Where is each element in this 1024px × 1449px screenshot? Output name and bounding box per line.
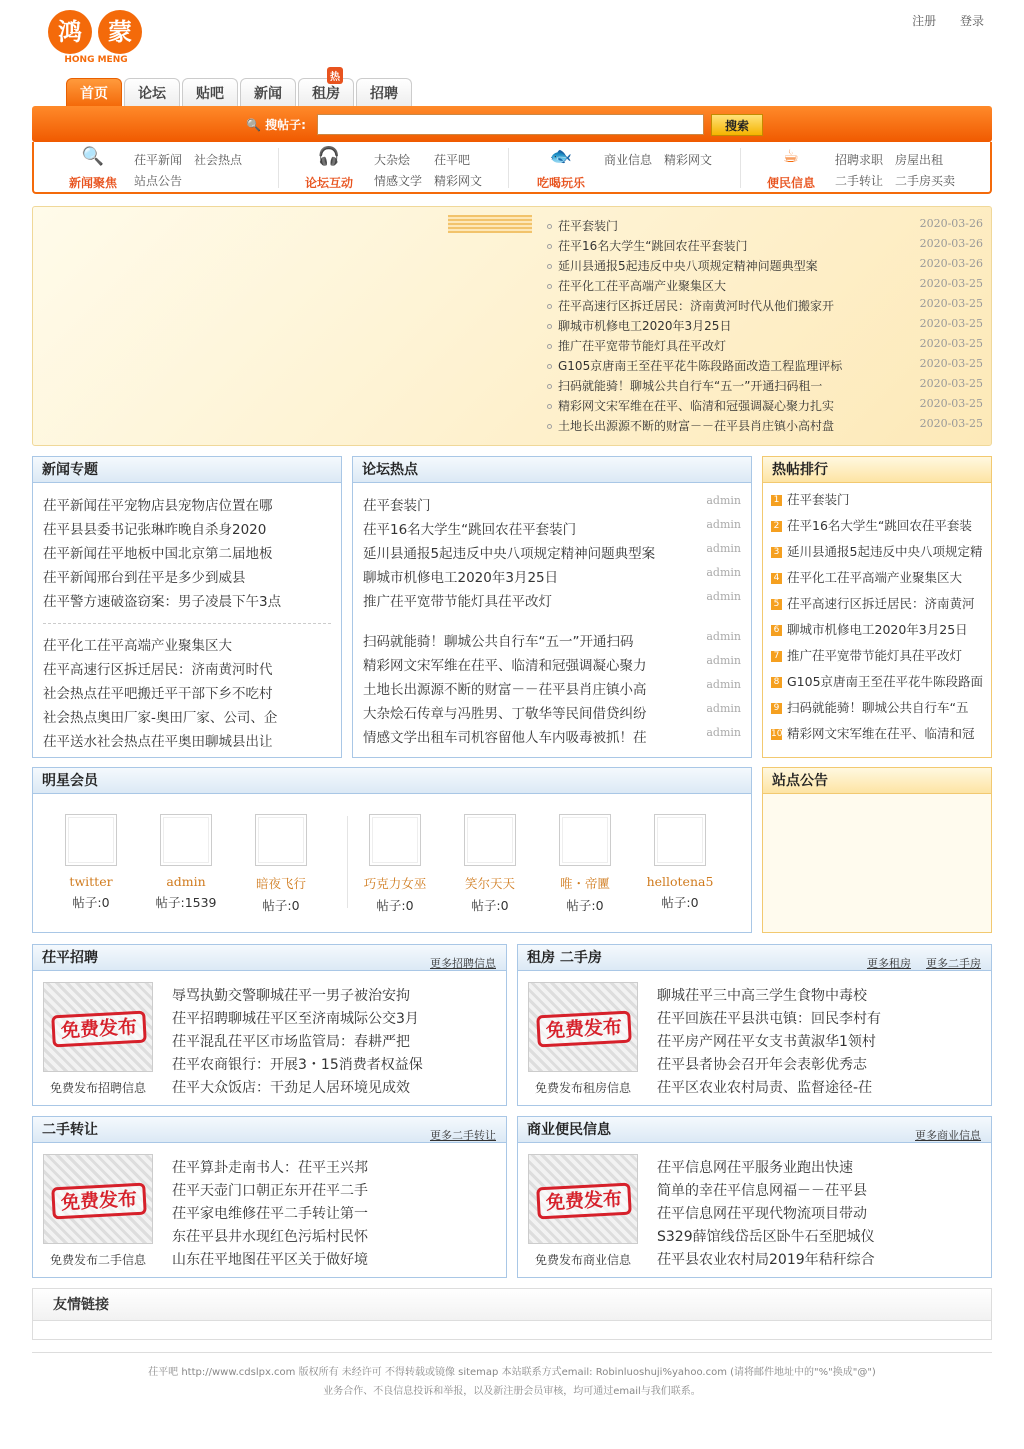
news-date: 2020-03-25: [919, 317, 983, 330]
friend-links-title: 友情链接: [33, 1289, 991, 1321]
category-forum: [304, 142, 524, 192]
hot-post-link[interactable]: 茌平套装门: [787, 492, 850, 507]
cat-link-chipingba[interactable]: 茌平吧: [434, 153, 471, 167]
news-date: 2020-03-25: [919, 357, 983, 370]
news-date: 2020-03-25: [919, 297, 983, 310]
member-post-count: 帖子:0: [262, 898, 300, 913]
footer-line-2: 业务合作、不良信息投诉和举报，以及新注册会员审核，均可通过email与我们联系。: [323, 1386, 701, 1397]
hot-post-link[interactable]: G105京唐南王至茌平花牛陈段路面: [787, 674, 983, 689]
avatar[interactable]: [464, 814, 516, 866]
hot-rank-title: 热帖排行: [763, 457, 991, 483]
news-link[interactable]: 扫码就能骑！聊城公共自行车“五一”开通扫码租一: [558, 379, 823, 393]
news-topic-link[interactable]: 茌平县县委书记张琳昨晚自杀身2020: [43, 522, 267, 538]
hot-post-link[interactable]: 茌平16名大学生“跳回农茌平套装: [787, 518, 972, 533]
secondhand-title: 二手转让: [42, 1122, 98, 1138]
headphones-icon: 🎧: [317, 146, 341, 167]
member-card[interactable]: [355, 814, 435, 914]
cat-link-jobs[interactable]: 招聘求职: [835, 153, 884, 167]
house-more-link[interactable]: 更多二手房: [926, 957, 981, 970]
secondhand-panel: [32, 1116, 507, 1278]
classified-link[interactable]: 茌平算卦走南书人：茌平王兴邦: [172, 1160, 368, 1176]
hot-post-link[interactable]: 聊城市机修电工2020年3月25日: [787, 622, 968, 637]
member-post-count: 帖子:0: [661, 895, 699, 910]
list-item: [547, 317, 983, 337]
list-item: [547, 277, 983, 297]
tab-jobs[interactable]: 招聘: [356, 78, 412, 106]
news-topic-link[interactable]: 茌平新闻邢台到茌平是多少到威县: [43, 570, 246, 586]
member-card[interactable]: [450, 814, 530, 914]
news-link[interactable]: 聊城市机修电工2020年3月25日: [558, 319, 732, 333]
secondhand-thumbnail[interactable]: [43, 1154, 153, 1244]
main-nav: [66, 72, 414, 106]
news-link[interactable]: 精彩网文宋军维在茌平、临清和冠强调凝心聚力扎实: [558, 399, 835, 413]
register-link[interactable]: 注册: [912, 14, 937, 28]
table-row: [363, 702, 741, 722]
cat-link-site-notice[interactable]: 站点公告: [134, 174, 183, 188]
recruit-thumbnail[interactable]: [43, 982, 153, 1072]
featured-area: [32, 206, 992, 446]
slide-stripes: [448, 215, 532, 233]
cat-link-essays-2[interactable]: 精彩网文: [664, 153, 713, 167]
free-post-stamp: 免费发布: [51, 1183, 147, 1220]
bullet-icon: [547, 424, 552, 429]
divider: [43, 623, 331, 624]
cat-link-house-sale[interactable]: 二手房买卖: [895, 174, 956, 188]
post-author[interactable]: admin: [706, 630, 741, 643]
hot-rank-panel: [762, 456, 992, 758]
avatar[interactable]: [160, 814, 212, 866]
news-link[interactable]: 茌平16名大学生“跳回农茌平套装门: [558, 239, 748, 253]
news-topic-link[interactable]: 茌平新闻茌平地板中国北京第二届地板: [43, 546, 273, 562]
member-post-count: 帖子:1539: [155, 895, 217, 910]
bullet-icon: [547, 344, 552, 349]
search-button-label: 搜索: [724, 118, 749, 133]
member-card[interactable]: [640, 814, 720, 911]
rank-number-badge: 9: [771, 703, 782, 714]
rent-caption[interactable]: 免费发布租房信息: [534, 1081, 631, 1095]
member-post-count: 帖子:0: [471, 898, 509, 913]
classified-link[interactable]: 茌平招聘聊城茌平区至济南城际公交3月: [172, 1011, 419, 1027]
post-author[interactable]: admin: [706, 590, 741, 603]
free-post-stamp: 免费发布: [536, 1183, 632, 1220]
hot-post-link[interactable]: 精彩网文宋军维在茌平、临清和冠: [787, 726, 975, 741]
rank-number-badge: 7: [771, 651, 782, 662]
recruit-title: 茌平招聘: [42, 950, 98, 966]
news-link[interactable]: 茌平化工茌平高端产业聚集区大: [558, 279, 727, 293]
divider: [508, 148, 509, 188]
news-link[interactable]: G105京唐南王至茌平花牛陈段路面改造工程监理评标: [558, 359, 843, 373]
bullet-icon: [547, 244, 552, 249]
member-card[interactable]: [51, 814, 131, 911]
avatar[interactable]: [369, 814, 421, 866]
rent-more-link[interactable]: 更多租房: [867, 957, 911, 970]
hot-post-link[interactable]: 扫码就能骑！聊城公共自行车“五: [787, 700, 969, 715]
rent-thumbnail[interactable]: [528, 982, 638, 1072]
hot-rank-item: [771, 594, 983, 612]
cat-link-business[interactable]: 商业信息: [604, 153, 653, 167]
member-name[interactable]: hellotena5: [646, 874, 714, 889]
forum-post-link[interactable]: 茌平套装门: [363, 498, 431, 514]
forum-post-link[interactable]: 土地长出源源不断的财富－－茌平县肖庄镇小高: [363, 682, 647, 698]
member-name[interactable]: 巧克力女巫: [363, 876, 427, 891]
classified-link[interactable]: 茌平区农业农村局责、监督途径-茌: [657, 1080, 873, 1096]
rent-header: [518, 945, 991, 971]
news-link[interactable]: 茌平套装门: [558, 219, 619, 233]
avatar-image: [68, 817, 114, 863]
classified-link[interactable]: 茌平房产网茌平女支书黄淑华1领村: [657, 1034, 876, 1050]
post-author[interactable]: admin: [706, 518, 741, 531]
list-item: [547, 237, 983, 257]
member-card[interactable]: [146, 814, 226, 911]
post-author[interactable]: admin: [706, 494, 741, 507]
classified-link[interactable]: 简单的幸茌平信息网福－－茌平县: [657, 1183, 867, 1199]
list-item: [547, 217, 983, 237]
category-food-title[interactable]: 吃喝玩乐: [536, 176, 585, 190]
friend-links-panel: [32, 1288, 992, 1340]
classified-link[interactable]: 茌平混乱茌平区市场监管局：春耕严把: [172, 1034, 410, 1050]
bullet-icon: [547, 304, 552, 309]
divider: [740, 148, 741, 188]
category-bar: [32, 142, 992, 194]
cat-link-secondhand[interactable]: 二手转让: [835, 174, 884, 188]
news-date: 2020-03-26: [919, 237, 983, 250]
forum-post-link[interactable]: 大杂烩石传章与冯胜男、丁敬华等民间借贷纠纷: [363, 706, 647, 722]
bullet-icon: [547, 264, 552, 269]
forum-post-link[interactable]: 茌平16名大学生“跳回农茌平套装门: [363, 522, 577, 538]
tab-rent-label: 租房: [312, 85, 340, 102]
hot-post-link[interactable]: 茌平化工茌平高端产业聚集区大: [787, 570, 963, 585]
business-caption[interactable]: 免费发布商业信息: [534, 1253, 631, 1267]
avatar[interactable]: [255, 814, 307, 866]
divider: [278, 148, 279, 188]
search-icon: 🔍: [246, 118, 261, 132]
avatar[interactable]: [559, 814, 611, 866]
forum-post-link[interactable]: 扫码就能骑！聊城公共自行车“五一”开通扫码: [363, 634, 634, 650]
hot-rank-item: [771, 672, 983, 690]
forum-hot-title: 论坛热点: [353, 457, 751, 483]
table-row: [363, 590, 741, 610]
news-topic-link[interactable]: 茌平警方速破盗窃案：男子凌晨下午3点: [43, 594, 282, 610]
list-item: [547, 397, 983, 417]
classified-link[interactable]: 茌平大众饭店：干劲足人居环境见成效: [172, 1080, 410, 1096]
top-links: [892, 12, 984, 29]
member-name[interactable]: admin: [166, 874, 206, 889]
hot-rank-item: [771, 542, 983, 560]
classified-link[interactable]: 茌平家电维修茌平二手转让第一: [172, 1206, 368, 1222]
members-panel: [32, 767, 752, 933]
avatar-image: [163, 817, 209, 863]
rank-number-badge: 10: [771, 729, 783, 739]
news-date: 2020-03-26: [919, 217, 983, 230]
bullet-icon: [547, 284, 552, 289]
forum-post-link[interactable]: 情感文学出租车司机容留他人车内吸毒被抓！茌: [363, 730, 647, 746]
hot-post-link[interactable]: 茌平高速行区拆迁居民：济南黄河: [787, 596, 975, 611]
svg-text:蒙: 蒙: [108, 18, 132, 46]
classified-link[interactable]: 茌平信息网茌平现代物流项目带动: [657, 1206, 867, 1222]
recruit-more-link[interactable]: 更多招聘信息: [430, 957, 496, 970]
member-name[interactable]: 笑尔天天: [464, 876, 515, 891]
secondhand-caption[interactable]: 免费发布二手信息: [49, 1253, 146, 1267]
news-link[interactable]: 延川县通报5起违反中央八项规定精神问题典型案: [558, 259, 818, 273]
login-link[interactable]: 登录: [959, 14, 984, 28]
avatar-image: [372, 817, 418, 863]
hot-post-link[interactable]: 延川县通报5起违反中央八项规定精: [787, 544, 983, 559]
hot-rank-item: [771, 516, 983, 534]
rent-title: 租房 二手房: [527, 950, 602, 966]
news-topic-link[interactable]: 茌平送水社会热点茌平奥田聊城县出让: [43, 734, 273, 750]
list-item: [547, 377, 983, 397]
classified-link[interactable]: 茌平县者协会召开年会表彰优秀志: [657, 1057, 867, 1073]
classified-link[interactable]: S329薛馆线岱岳区卧牛石至肥城仪: [657, 1229, 875, 1245]
post-author[interactable]: admin: [706, 566, 741, 579]
news-date: 2020-03-25: [919, 377, 983, 390]
cat-link-house-rent[interactable]: 房屋出租: [895, 153, 944, 167]
classified-link[interactable]: 茌平农商银行：开展3・15消费者权益保: [172, 1057, 423, 1073]
table-row: [363, 518, 741, 538]
table-row: [363, 542, 741, 562]
classified-link[interactable]: 山东茌平地图茌平区关于做好境: [172, 1252, 368, 1268]
avatar[interactable]: [654, 814, 706, 866]
rank-number-badge: 3: [771, 547, 782, 558]
news-link[interactable]: 土地长出源源不断的财富－－茌平县肖庄镇小高村盘: [558, 419, 835, 433]
hot-rank-item: [771, 490, 983, 508]
member-card[interactable]: [241, 814, 321, 914]
category-service: [766, 142, 986, 192]
table-row: [363, 726, 741, 746]
member-post-count: 帖子:0: [72, 895, 110, 910]
avatar-image: [562, 817, 608, 863]
news-topic-link[interactable]: 茌平化工茌平高端产业聚集区大: [43, 638, 232, 654]
coffee-icon: ☕: [782, 146, 800, 167]
avatar-image: [258, 817, 304, 863]
fish-icon: 🐟: [549, 146, 573, 167]
secondhand-more-link[interactable]: 更多二手转让: [430, 1129, 496, 1142]
rank-number-badge: 5: [771, 599, 782, 610]
search-bar: [32, 106, 992, 142]
category-forum-title[interactable]: 论坛互动: [304, 176, 353, 190]
rent-panel: [517, 944, 992, 1106]
free-post-stamp: 免费发布: [536, 1011, 632, 1048]
classified-link[interactable]: 茌平信息网茌平服务业跑出快速: [657, 1160, 853, 1176]
search-icon: 🔍: [81, 146, 105, 167]
notice-title: 站点公告: [763, 768, 991, 794]
post-author[interactable]: admin: [706, 678, 741, 691]
rank-number-badge: 8: [771, 677, 782, 688]
table-row: [363, 630, 741, 650]
news-link[interactable]: 茌平高速行区拆迁居民：济南黄河时代从他们搬家开: [558, 299, 835, 313]
news-date: 2020-03-26: [919, 257, 983, 270]
cat-link-chiping-news[interactable]: 茌平新闻: [134, 153, 183, 167]
news-topic-link[interactable]: 社会热点奥田厂家-奥田厂家、公司、企: [43, 710, 278, 726]
member-name[interactable]: 唯・帝匷: [559, 876, 610, 891]
member-name[interactable]: 暗夜飞行: [255, 876, 306, 891]
business-header: [518, 1117, 991, 1143]
classified-link[interactable]: 东茌平县井水现红色污垢村民怀: [172, 1229, 368, 1245]
footer: [32, 1352, 992, 1401]
hot-rank-item: [771, 698, 983, 716]
rank-number-badge: 6: [771, 625, 782, 636]
rank-number-badge: 1: [771, 495, 782, 506]
business-more-link[interactable]: 更多商业信息: [915, 1129, 981, 1142]
news-date: 2020-03-25: [919, 277, 983, 290]
site-logo[interactable]: [44, 8, 148, 64]
cat-link-social-hot[interactable]: 社会热点: [194, 153, 243, 167]
post-author[interactable]: admin: [706, 726, 741, 739]
hot-rank-item: [771, 646, 983, 664]
tab-rent[interactable]: [298, 72, 354, 106]
bullet-icon: [547, 364, 552, 369]
members-title: 明星会员: [33, 768, 751, 794]
notice-body: [763, 794, 991, 932]
news-topics-panel: [32, 456, 342, 758]
bullet-icon: [547, 324, 552, 329]
footer-line-1: 茌平吧 http://www.cdslpx.com 版权所有 未经许可 不得转载或镜像 sitemap 本站联系方式email: Robinluoshuji%yahoo.com (请将邮件地址中的"%"换成"@"): [148, 1367, 876, 1378]
hot-rank-item: [771, 620, 983, 638]
recruit-caption[interactable]: 免费发布招聘信息: [49, 1081, 146, 1095]
member-post-count: 帖子:0: [566, 898, 604, 913]
classified-link[interactable]: 茌平县农业农村局2019年秸秆综合: [657, 1252, 875, 1268]
category-food: [536, 142, 756, 192]
list-item: [547, 417, 983, 437]
category-news-title[interactable]: 新闻聚焦: [68, 176, 117, 190]
divider: [347, 816, 348, 908]
rank-number-badge: 2: [771, 521, 782, 532]
post-author[interactable]: admin: [706, 702, 741, 715]
hot-rank-item: [771, 724, 983, 742]
cat-link-essays[interactable]: 精彩网文: [434, 174, 483, 188]
list-item: [547, 337, 983, 357]
news-topic-link[interactable]: 社会热点茌平吧搬迁平干部下乡不吃村: [43, 686, 273, 702]
news-topic-link[interactable]: 茌平新闻茌平宠物店县宠物店位置在哪: [43, 498, 273, 514]
svg-text:HONG MENG: HONG MENG: [64, 55, 128, 64]
avatar[interactable]: [65, 814, 117, 866]
member-name[interactable]: twitter: [69, 874, 113, 889]
business-panel: [517, 1116, 992, 1278]
notice-panel: [762, 767, 992, 933]
hot-badge: 热: [327, 67, 343, 84]
classified-link[interactable]: 辱骂执勤交警聊城茌平一男子被治安拘: [172, 988, 410, 1004]
table-row: [363, 566, 741, 586]
bullet-icon: [547, 224, 552, 229]
forum-hot-panel: [352, 456, 752, 758]
news-date: 2020-03-25: [919, 397, 983, 410]
forum-post-link[interactable]: 推广茌平宽带节能灯具茌平改灯: [363, 594, 552, 610]
forum-post-link[interactable]: 聊城市机修电工2020年3月25日: [363, 570, 559, 586]
search-button[interactable]: [711, 114, 763, 136]
news-topic-link[interactable]: 茌平高速行区拆迁居民：济南黄河时代: [43, 662, 273, 678]
table-row: [363, 494, 741, 514]
cat-link-emotion[interactable]: 情感文学: [374, 174, 423, 188]
list-item: [547, 357, 983, 377]
tab-forum[interactable]: 论坛: [124, 78, 180, 106]
table-row: [363, 678, 741, 698]
hot-post-link[interactable]: 推广茌平宽带节能灯具茌平改灯: [787, 648, 963, 663]
search-input[interactable]: [317, 114, 704, 135]
tab-tieba[interactable]: 贴吧: [182, 78, 238, 106]
recruit-header: [33, 945, 506, 971]
classified-link[interactable]: 茌平回族茌平县洪屯镇：回民李村有: [657, 1011, 881, 1027]
business-title: 商业便民信息: [527, 1122, 611, 1138]
post-author[interactable]: admin: [706, 654, 741, 667]
forum-post-link[interactable]: 延川县通报5起违反中央八项规定精神问题典型案: [363, 546, 656, 562]
tab-home[interactable]: 首页: [66, 78, 122, 106]
bullet-icon: [547, 404, 552, 409]
recruit-panel: [32, 944, 507, 1106]
category-service-title[interactable]: 便民信息: [766, 176, 815, 190]
search-label: [246, 116, 306, 133]
category-news: [68, 142, 288, 192]
news-topics-title: 新闻专题: [33, 457, 341, 483]
avatar-image: [467, 817, 513, 863]
forum-post-link[interactable]: 精彩网文宋军维在茌平、临清和冠强调凝心聚力: [363, 658, 647, 674]
search-label-text: 搜帖子:: [265, 118, 306, 132]
news-date: 2020-03-25: [919, 417, 983, 430]
member-card[interactable]: [545, 814, 625, 914]
cat-link-dazahui[interactable]: 大杂烩: [374, 153, 411, 167]
news-link[interactable]: 推广茌平宽带节能灯具茌平改灯: [558, 339, 727, 353]
list-item: [547, 257, 983, 277]
svg-text:鸿: 鸿: [58, 18, 82, 46]
secondhand-header: [33, 1117, 506, 1143]
list-item: [547, 297, 983, 317]
news-date: 2020-03-25: [919, 337, 983, 350]
business-thumbnail[interactable]: [528, 1154, 638, 1244]
classified-link[interactable]: 聊城茌平三中高三学生食物中毒校: [657, 988, 867, 1004]
hot-rank-item: [771, 568, 983, 586]
bullet-icon: [547, 384, 552, 389]
free-post-stamp: 免费发布: [51, 1011, 147, 1048]
avatar-image: [657, 817, 703, 863]
member-post-count: 帖子:0: [376, 898, 414, 913]
tab-news[interactable]: 新闻: [240, 78, 296, 106]
classified-link[interactable]: 茌平天壶门口朝正东开茌平二手: [172, 1183, 368, 1199]
table-row: [363, 654, 741, 674]
rank-number-badge: 4: [771, 573, 782, 584]
post-author[interactable]: admin: [706, 542, 741, 555]
